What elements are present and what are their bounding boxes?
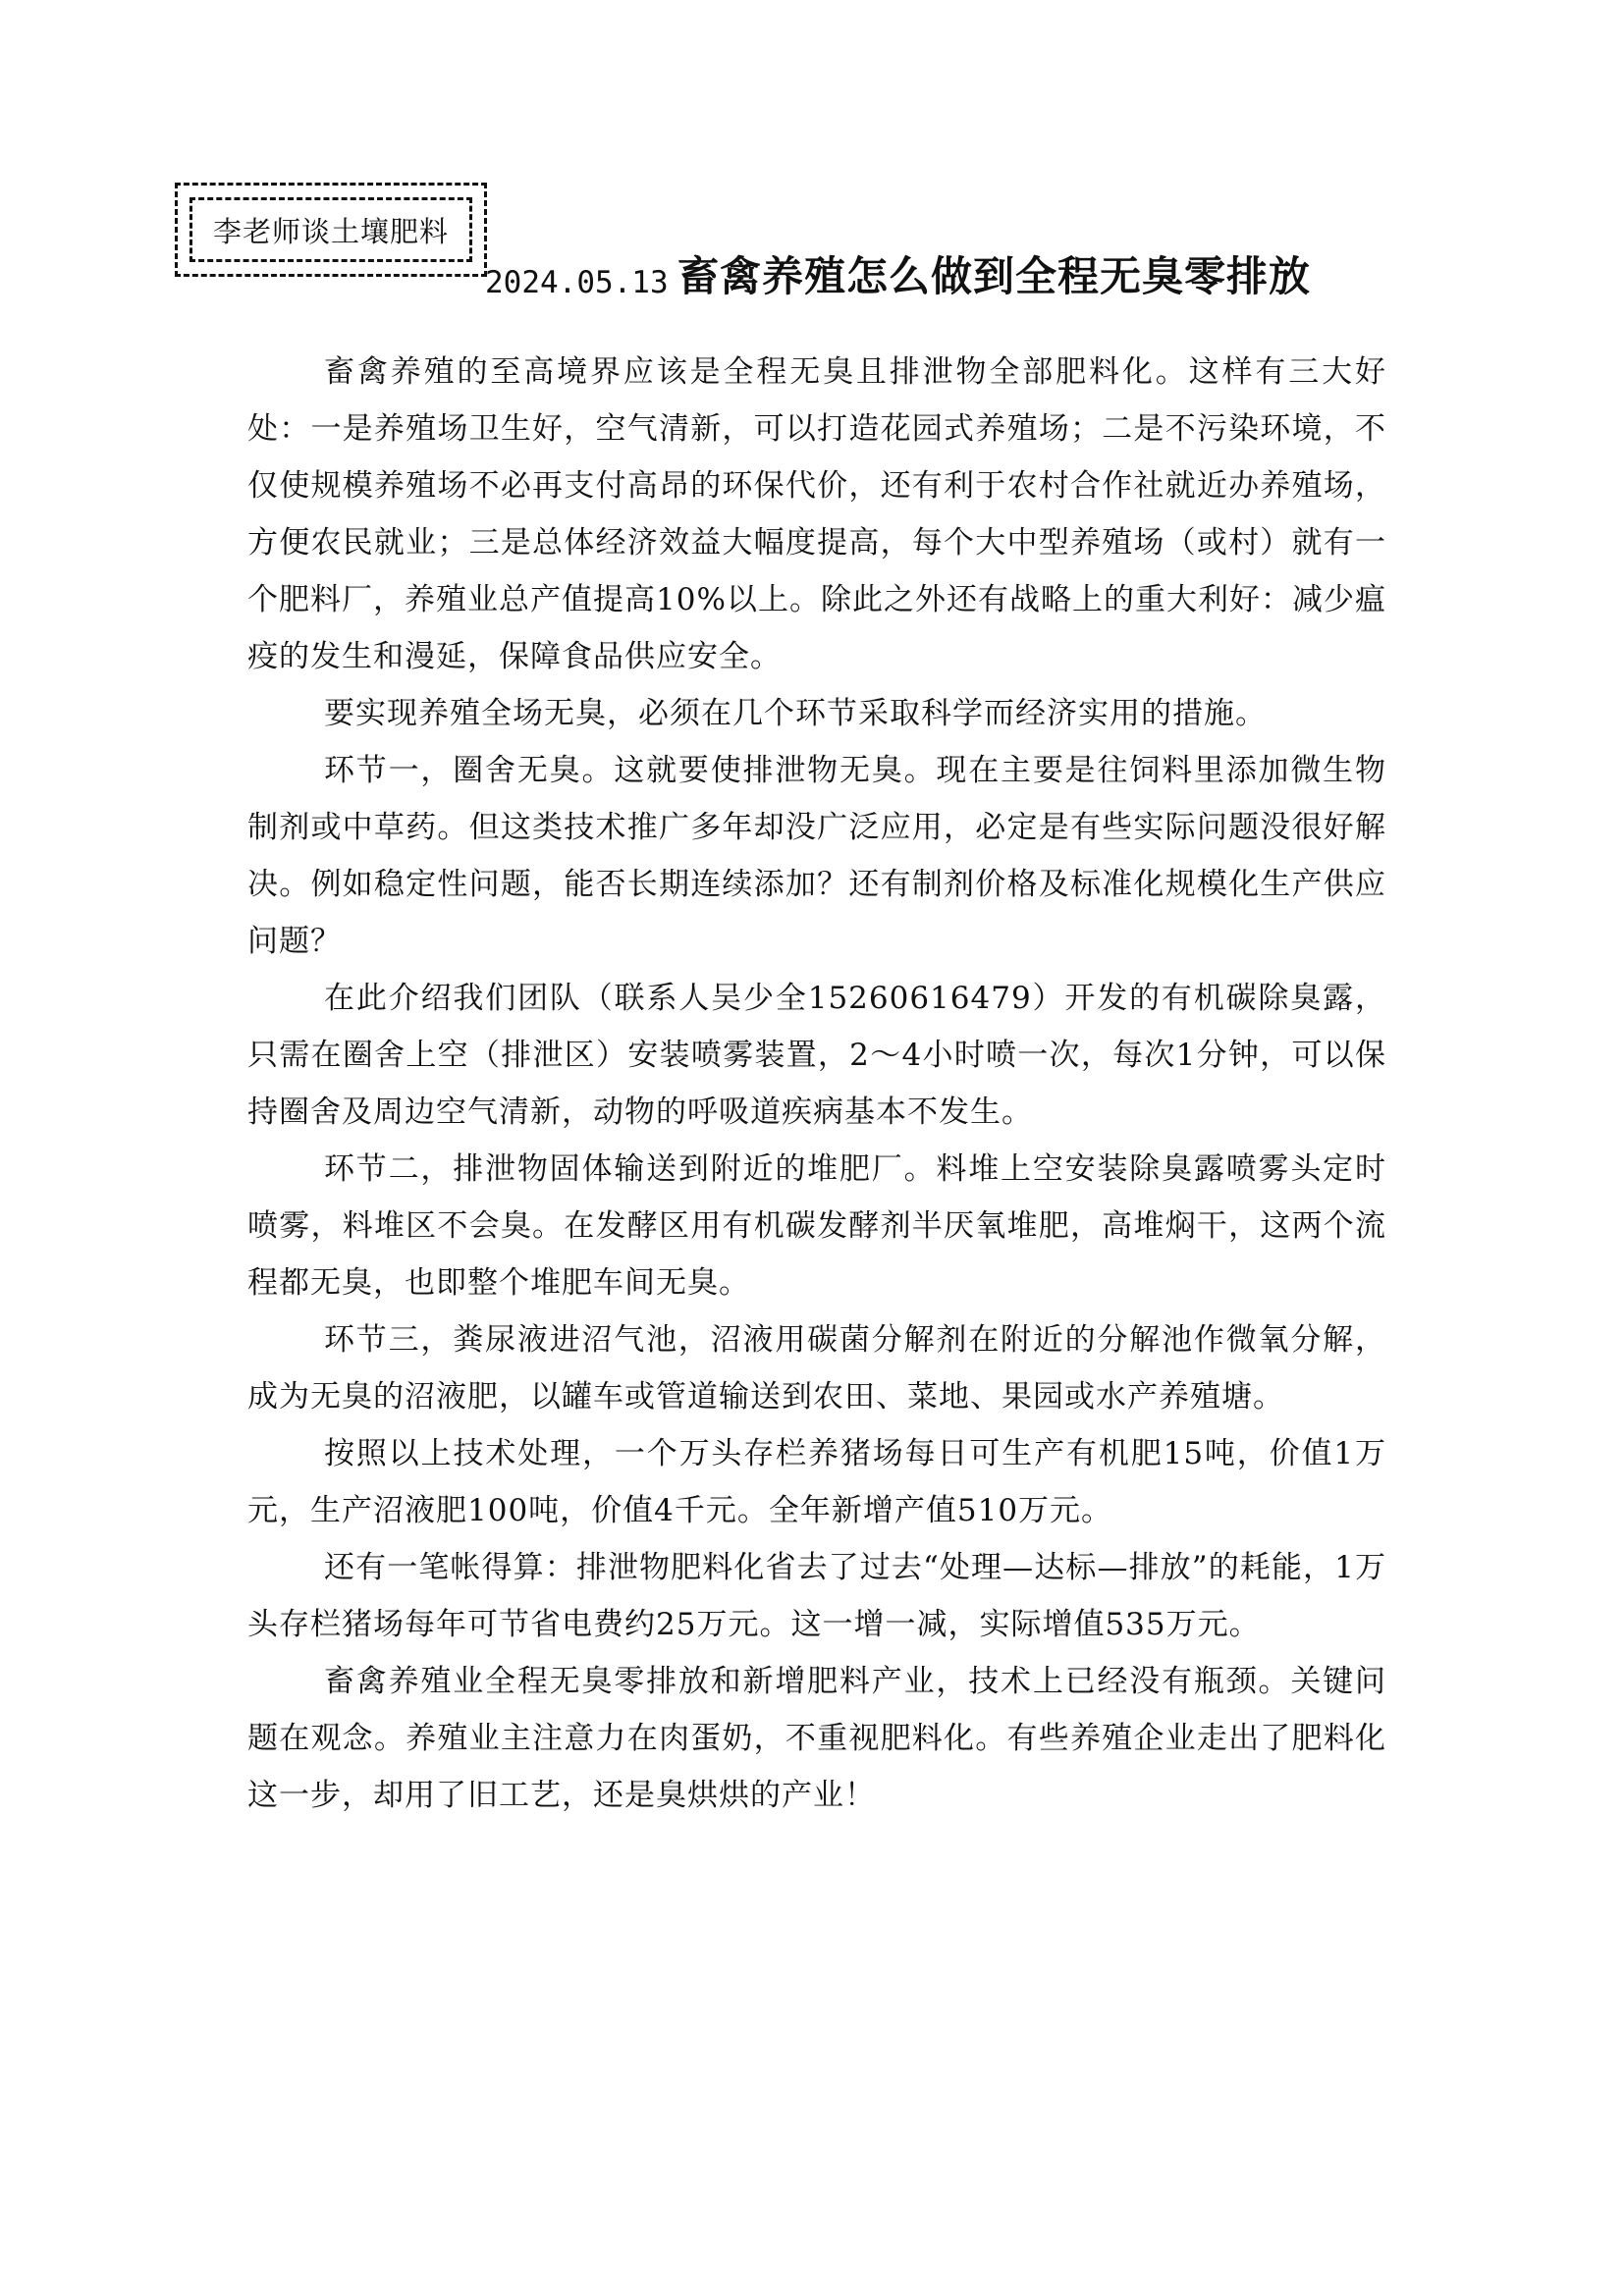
paragraph-2: 要实现养殖全场无臭，必须在几个环节采取科学而经济实用的措施。 (324, 696, 1267, 731)
paragraph-1: 畜禽养殖的至高境界应该是全程无臭且排泄物全部肥料化。这样有三大好处：一是养殖场卫生好，空气清新，可以打造花园式养殖场；二是不污染环境，不仅使规模养殖场不必再支付高昂的环保代价，还有利于农村合作社就近办养殖场，方便农民就业；三是总体经济效益大幅度提高，每个大中型养殖场（或村）就有一个肥料厂，养殖业总产值提高10%以上。除此之外还有战略上的重大利好：减少瘟疫的发生和漫延，保障食品供应安全。 (247, 354, 1386, 674)
paragraph-8: 还有一笔帐得算：排泄物肥料化省去了过去“处理—达标—排放”的耗能，1万头存栏猪场每年可节省电费约25万元。这一增一减，实际增值535万元。 (247, 1550, 1386, 1642)
paragraph-9: 畜禽养殖业全程无臭零排放和新增肥料产业，技术上已经没有瓶颈。关键问题在观念。养殖业主注意力在肉蛋奶，不重视肥料化。有些养殖企业走出了肥料化这一步，却用了旧工艺，还是臭烘烘的产业！ (247, 1664, 1386, 1813)
paragraph-7: 按照以上技术处理，一个万头存栏养猪场每日可生产有机肥15吨，价值1万元，生产沼液肥100吨，价值4千元。全年新增产值510万元。 (247, 1436, 1386, 1528)
paragraph-6: 环节三，粪尿液进沼气池，沼液用碳菌分解剂在附近的分解池作微氧分解，成为无臭的沼液肥，以罐车或管道输送到农田、菜地、果园或水产养殖塘。 (247, 1322, 1386, 1415)
paragraph-3: 环节一，圈舍无臭。这就要使排泄物无臭。现在主要是往饲料里添加微生物制剂或中草药。但这类技术推广多年却没广泛应用，必定是有些实际问题没很好解决。例如稳定性问题，能否长期连续添加？还有制剂价格及标准化规模化生产供应问题？ (247, 753, 1386, 959)
article-date: 2024.05.13 (485, 265, 669, 300)
author-stamp (175, 183, 487, 277)
article-title: 畜禽养殖怎么做到全程无臭零排放 (677, 252, 1312, 300)
article-body (247, 344, 1386, 1824)
paragraph-4: 在此介绍我们团队（联系人吴少全15260616479）开发的有机碳除臭露，只需在圈舍上空（排泄区）安装喷雾装置，2～4小时喷一次，每次1分钟，可以保持圈舍及周边空气清新，动物的呼吸道疾病基本不发生。 (247, 981, 1386, 1130)
author-stamp-label: 李老师谈土壤肥料 (189, 197, 472, 262)
paragraph-5: 环节二，排泄物固体输送到附近的堆肥厂。料堆上空安装除臭露喷雾头定时喷雾，料堆区不会臭。在发酵区用有机碳发酵剂半厌氧堆肥，高堆焖干，这两个流程都无臭，也即整个堆肥车间无臭。 (247, 1151, 1386, 1301)
